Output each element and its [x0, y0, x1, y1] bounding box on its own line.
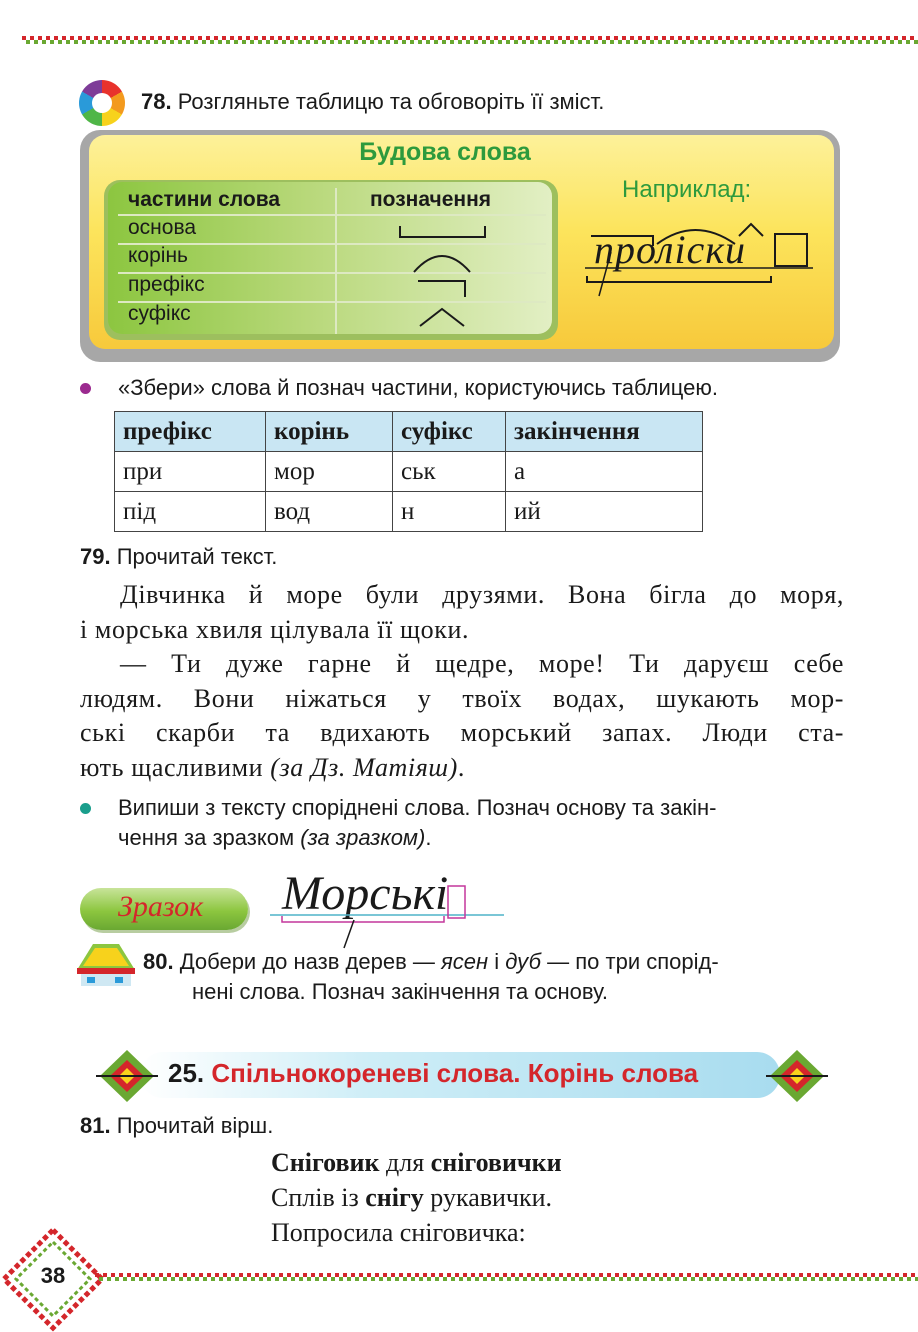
- header-prefix: префікс: [115, 412, 266, 452]
- table-cell: при: [115, 452, 266, 492]
- table-row: [115, 452, 703, 492]
- text-line-start: ють щасливими: [80, 752, 264, 782]
- header-ending: закінчення: [506, 412, 703, 452]
- example-word-marks: [585, 212, 815, 302]
- text-line: і морська хвиля цілувала її щоки.: [80, 614, 470, 644]
- exercise-81-number: 81.: [80, 1113, 111, 1138]
- example-word: проліски: [594, 227, 747, 272]
- example-stem-mark: [587, 276, 771, 282]
- example-label: Наприклад:: [622, 176, 752, 203]
- page-number: 38: [40, 1263, 66, 1288]
- table-row: [115, 492, 703, 532]
- stem-symbol: [400, 226, 485, 237]
- sample-word-marks: [268, 880, 508, 950]
- exercise-80-number: 80.: [143, 949, 174, 974]
- sample-word: Морські: [282, 867, 449, 920]
- parts-row-suffix: суфікс: [128, 302, 191, 325]
- example-pen-stroke: [599, 252, 611, 296]
- task-line-2: [118, 823, 846, 853]
- parts-header-notation: позначення: [370, 188, 492, 211]
- example-suffix-mark: [739, 224, 763, 236]
- bottom-embroidery-border: [95, 1273, 918, 1281]
- poem-word: Сплів із: [271, 1183, 366, 1212]
- poem-word: для: [379, 1148, 431, 1177]
- collect-words-task: «Збери» слова й познач частини, користуючись таблицею.: [118, 375, 718, 400]
- text-line: [80, 751, 844, 786]
- reading-text: [80, 578, 844, 785]
- poem-word-bold: Сніговик: [271, 1148, 380, 1177]
- section-title: Спільнокореневі слова. Корінь слова: [211, 1058, 699, 1088]
- text-line: — Ти дуже гарне й щедре, море! Ти даруєш себе: [120, 649, 844, 678]
- discussion-ring-icon: [79, 80, 125, 126]
- sample-pen-stroke: [344, 920, 354, 948]
- exercise-79-task: [80, 542, 277, 572]
- section-heading: [168, 1058, 698, 1089]
- exercise-78-text: Розгляньте таблицю та обговоріть її зміст.: [177, 89, 605, 114]
- section-number: 25.: [168, 1058, 205, 1088]
- exercise-80-and: і: [494, 949, 500, 974]
- task-line-1: Випиши з тексту споріднені слова. Познач основу та закін-: [118, 795, 717, 820]
- root-symbol: [414, 256, 470, 272]
- prefix-symbol: [418, 281, 465, 297]
- example-ending-mark: [775, 234, 807, 266]
- tree-word-oak: дуб: [505, 949, 542, 974]
- example-root-mark: [657, 230, 735, 244]
- suffix-symbol: [420, 309, 464, 326]
- poem-line-2: [271, 1183, 552, 1213]
- morpheme-table: [114, 411, 703, 532]
- poem-word: рукавички.: [423, 1183, 553, 1212]
- embroidery-ornament-left-icon: [92, 1046, 162, 1106]
- table-cell: н: [393, 492, 506, 532]
- parts-row-stem: основа: [128, 216, 197, 239]
- exercise-78-number: 78.: [141, 89, 172, 114]
- poem-word-bold: сніговички: [430, 1148, 562, 1177]
- copy-words-task: [118, 793, 846, 853]
- header-suffix: суфікс: [393, 412, 506, 452]
- sample-ending-mark: [448, 886, 465, 918]
- table-cell: під: [115, 492, 266, 532]
- exercise-80-task: [143, 947, 847, 1007]
- task-bullet: [80, 383, 91, 394]
- header-root: корінь: [266, 412, 393, 452]
- sample-stem-mark: [282, 916, 444, 922]
- notation-symbols: [390, 220, 500, 335]
- table-cell: мор: [266, 452, 393, 492]
- panel-title: Будова слова: [359, 138, 531, 166]
- exercise-80-line-2: нені слова. Познач закінчення та основу.: [192, 979, 609, 1004]
- poem-line-1: [271, 1148, 562, 1178]
- table-cell: ськ: [393, 452, 506, 492]
- morpheme-table-header: [115, 412, 703, 452]
- exercise-81-text: Прочитай вірш.: [116, 1113, 274, 1138]
- task-bullet: [80, 803, 91, 814]
- embroidery-ornament-right-icon: [762, 1046, 832, 1106]
- parts-row-root: корінь: [128, 244, 188, 267]
- text-source: (за Дз. Матіяш): [270, 752, 458, 782]
- poem-word-bold: снігу: [365, 1183, 424, 1212]
- parts-header-part: частини слова: [128, 188, 281, 211]
- exercise-78-task: [141, 87, 604, 117]
- task-line-2-text: чення за зразком: [118, 825, 295, 850]
- task-line-2-italic: (за зразком): [300, 825, 426, 850]
- table-cell: а: [506, 452, 703, 492]
- exercise-79-number: 79.: [80, 544, 111, 569]
- exercise-80-text-a: Добери до назв дерев —: [179, 949, 435, 974]
- exercise-80-text-b: — по три спорід-: [547, 949, 719, 974]
- house-icon: [73, 940, 139, 988]
- table-cell: ий: [506, 492, 703, 532]
- text-line: людям. Вони ніжаться у твоїх водах, шукають мор-: [80, 683, 844, 713]
- poem-line-3: Попросила сніговичка:: [271, 1218, 526, 1247]
- example-prefix-mark: [591, 236, 653, 246]
- exercise-79-text: Прочитай текст.: [116, 544, 278, 569]
- text-line: Дівчинка й море були друзями. Вона бігла до моря,: [120, 580, 844, 609]
- text-line: ські скарби та вдихають морський запах. Люди ста-: [80, 718, 844, 747]
- tree-word-ash: ясен: [441, 949, 489, 974]
- top-embroidery-border: [22, 36, 918, 44]
- parts-row-prefix: префікс: [128, 273, 205, 296]
- task-line-2-end: .: [425, 825, 432, 850]
- sample-label: Зразок: [118, 890, 204, 923]
- exercise-81-task: [80, 1111, 273, 1141]
- parts-table-divider: [335, 188, 337, 334]
- table-cell: вод: [266, 492, 393, 532]
- text-period: .: [457, 752, 466, 782]
- exercise-80-line-1: [143, 947, 847, 977]
